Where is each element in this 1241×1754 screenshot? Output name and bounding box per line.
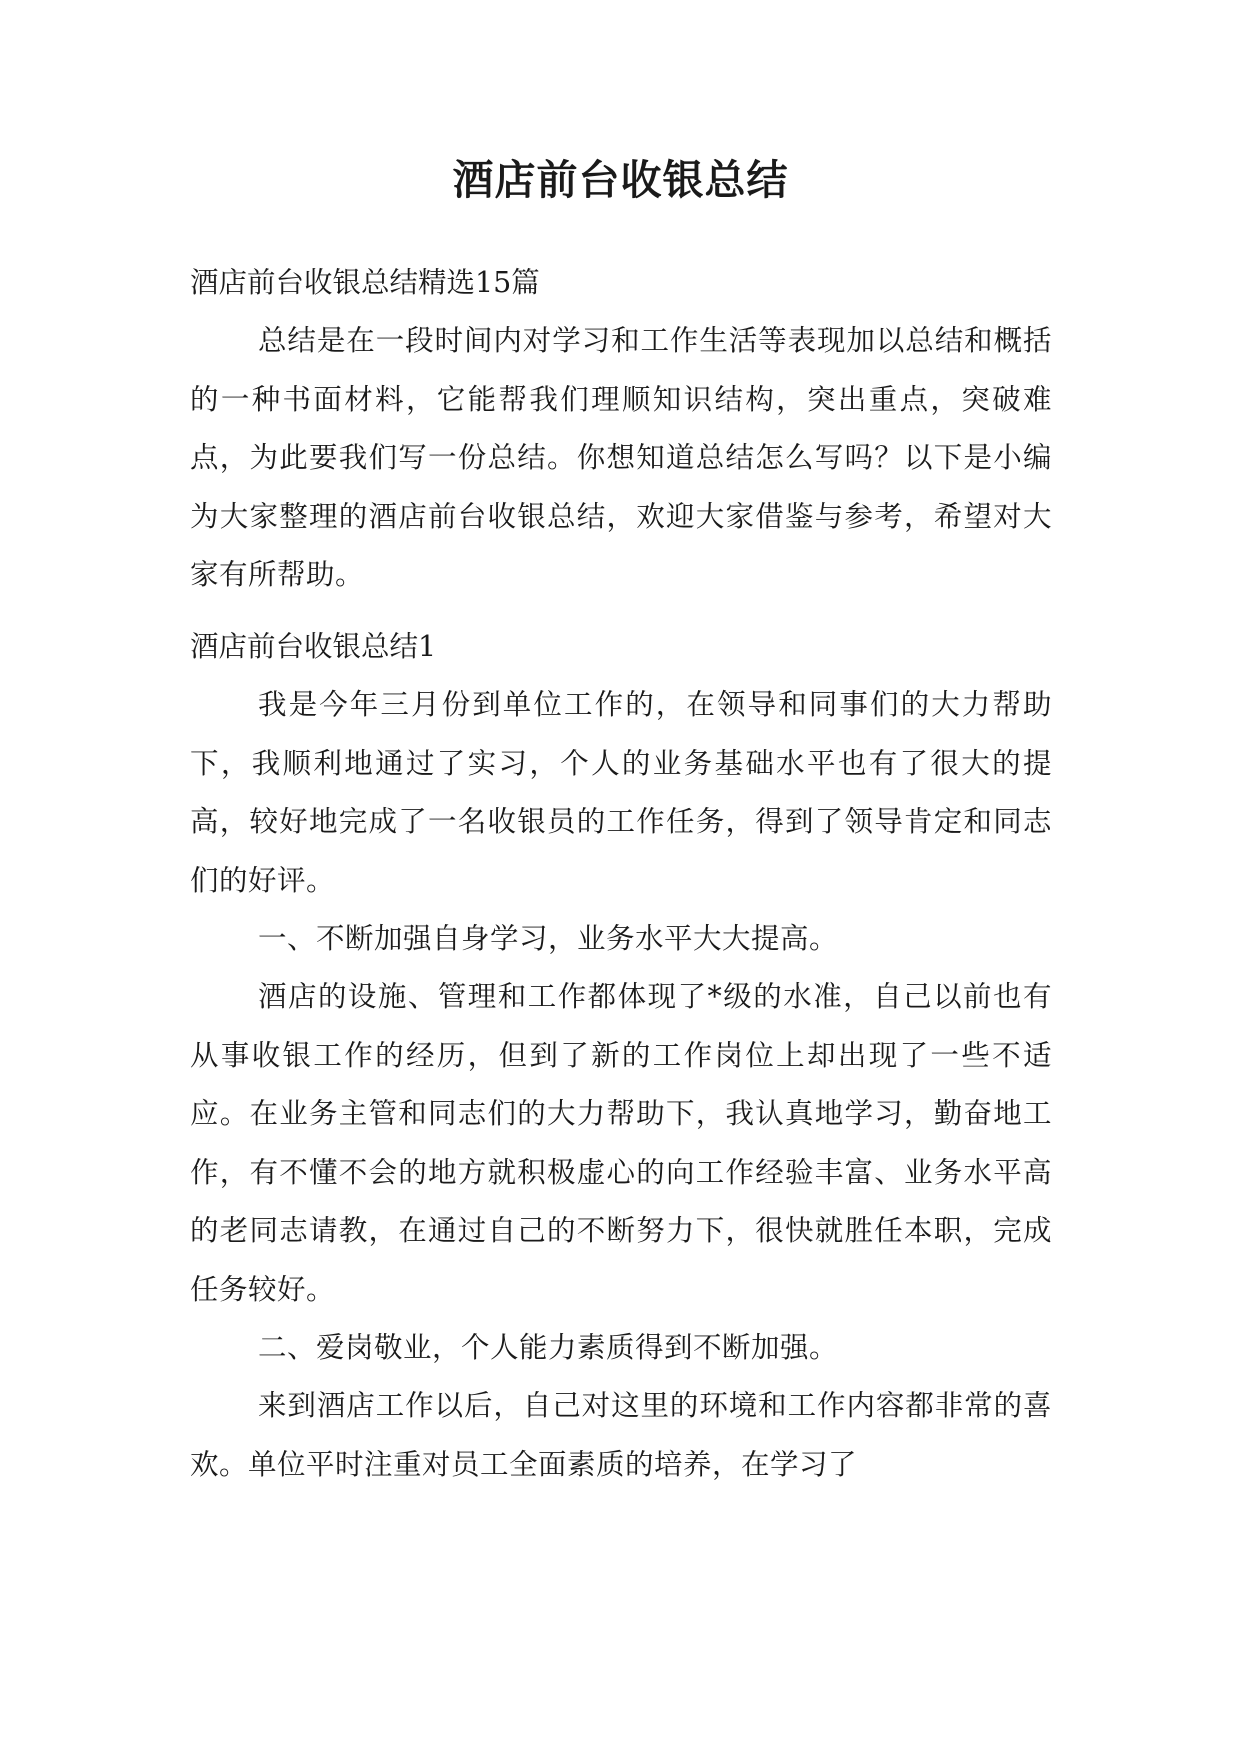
section-paragraph-1: 我是今年三月份到单位工作的，在领导和同事们的大力帮助下，我顺利地通过了实习，个人的业务基础水平也有了很大的提高，较好地完成了一名收银员的工作任务，得到了领导肯定和同志们的好评。 — [190, 688, 1052, 897]
intro-heading: 酒店前台收银总结精选15篇 — [190, 266, 540, 299]
section-heading: 酒店前台收银总结1 — [190, 630, 437, 663]
section-point-2: 二、爱岗敬业，个人能力素质得到不断加强。 — [258, 1331, 839, 1364]
section-paragraph-3: 来到酒店工作以后，自己对这里的环境和工作内容都非常的喜欢。单位平时注重对员工全面素质的培养，在学习了 — [190, 1389, 1052, 1481]
intro-paragraph: 总结是在一段时间内对学习和工作生活等表现加以总结和概括的一种书面材料，它能帮我们理顺知识结构，突出重点，突破难点，为此要我们写一份总结。你想知道总结怎么写吗？以下是小编为大家整理的酒店前台收银总结，欢迎大家借鉴与参考，希望对大家有所帮助。 — [190, 324, 1052, 591]
section-point-1: 一、不断加强自身学习，业务水平大大提高。 — [258, 922, 839, 955]
section-paragraph-2: 酒店的设施、管理和工作都体现了*级的水准，自己以前也有从事收银工作的经历，但到了新的工作岗位上却出现了一些不适应。在业务主管和同志们的大力帮助下，我认真地学习，勤奋地工作，有不懂不会的地方就积极虚心的向工作经验丰富、业务水平高的老同志请教，在通过自己的不断努力下，很快就胜任本职，完成任务较好。 — [190, 980, 1052, 1306]
document-title: 酒店前台收银总结 — [452, 156, 789, 204]
